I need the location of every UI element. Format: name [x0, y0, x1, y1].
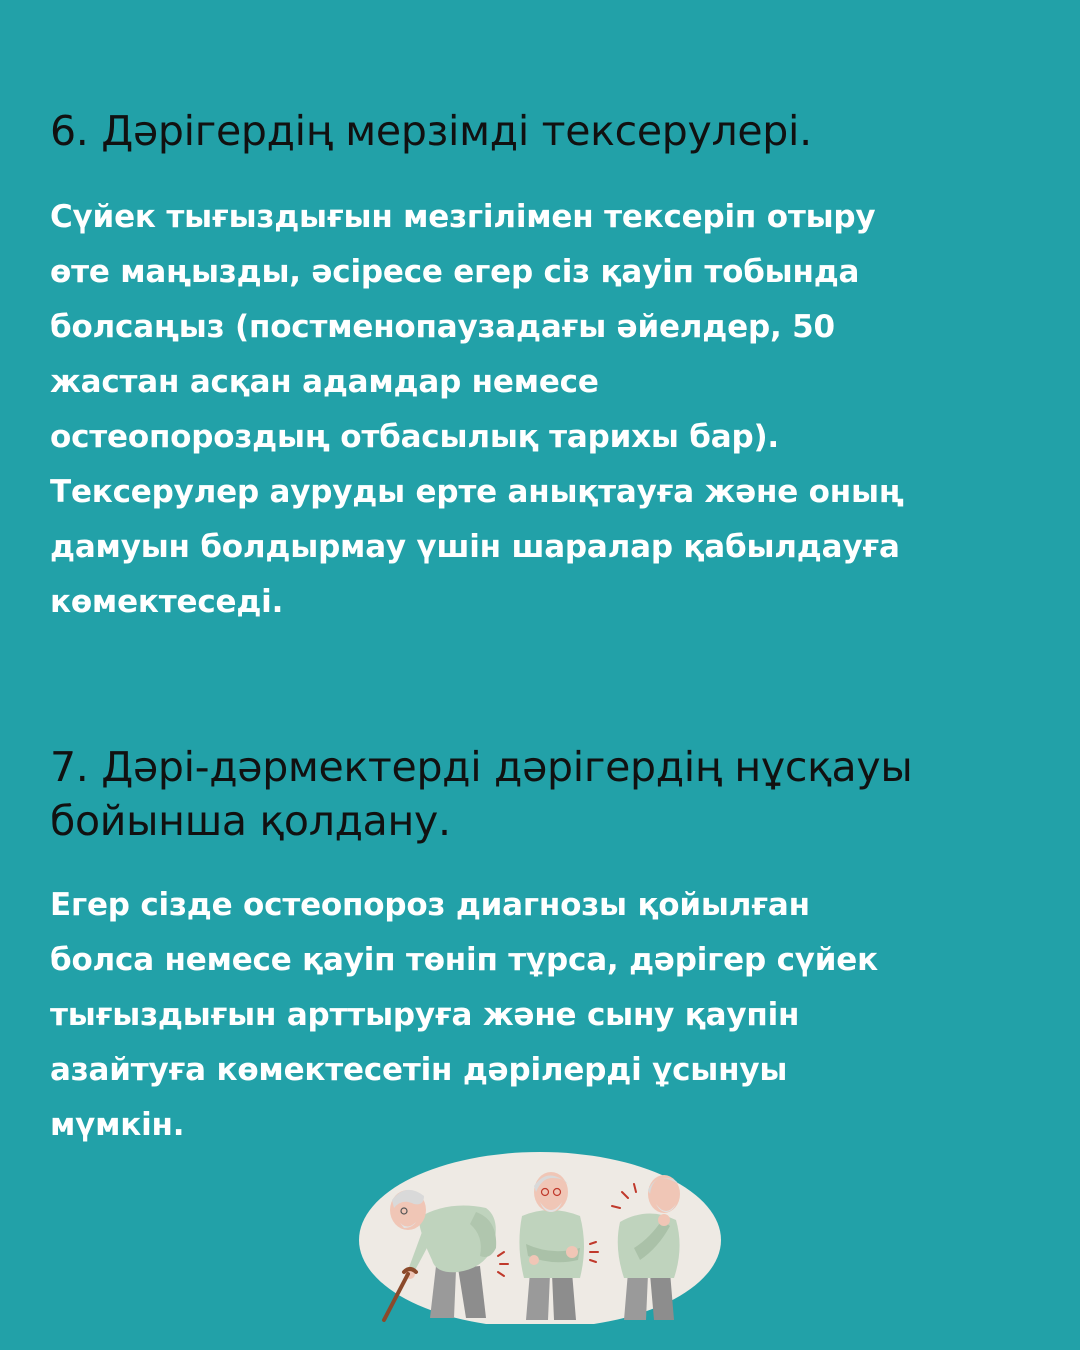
- section-6-body: Сүйек тығыздығын мезгілімен тексеріп отыру өте маңызды, әсіресе егер сіз қауіп тобында болсаңыз (постменопаузадағы әйелдер, 50 жастан асқан адамдар немесе остеопороздың отбасылық тарихы бар). Тексерулер ауруды ерте анықтауға және оның дамуын болдырмау үшін шаралар қабылдауға көмектеседі.: [50, 199, 904, 620]
- section-7-heading: 7. Дәрі-дәрмектерді дәрігердің нұсқауы бойынша қолдану.: [50, 743, 913, 845]
- section-7-body: Егер сізде остеопороз диагнозы қойылған болса немесе қауіп төніп тұрса, дәрігер сүйек тығыздығын арттыруға және сыну қаупін азайтуға көмектесетін дәрілерді ұсынуы мүмкін.: [50, 887, 878, 1143]
- elderly-people-back-pain-illustration: [358, 1148, 722, 1324]
- section-6-heading: 6. Дәрігердің мерзімді тексерулері.: [50, 107, 812, 155]
